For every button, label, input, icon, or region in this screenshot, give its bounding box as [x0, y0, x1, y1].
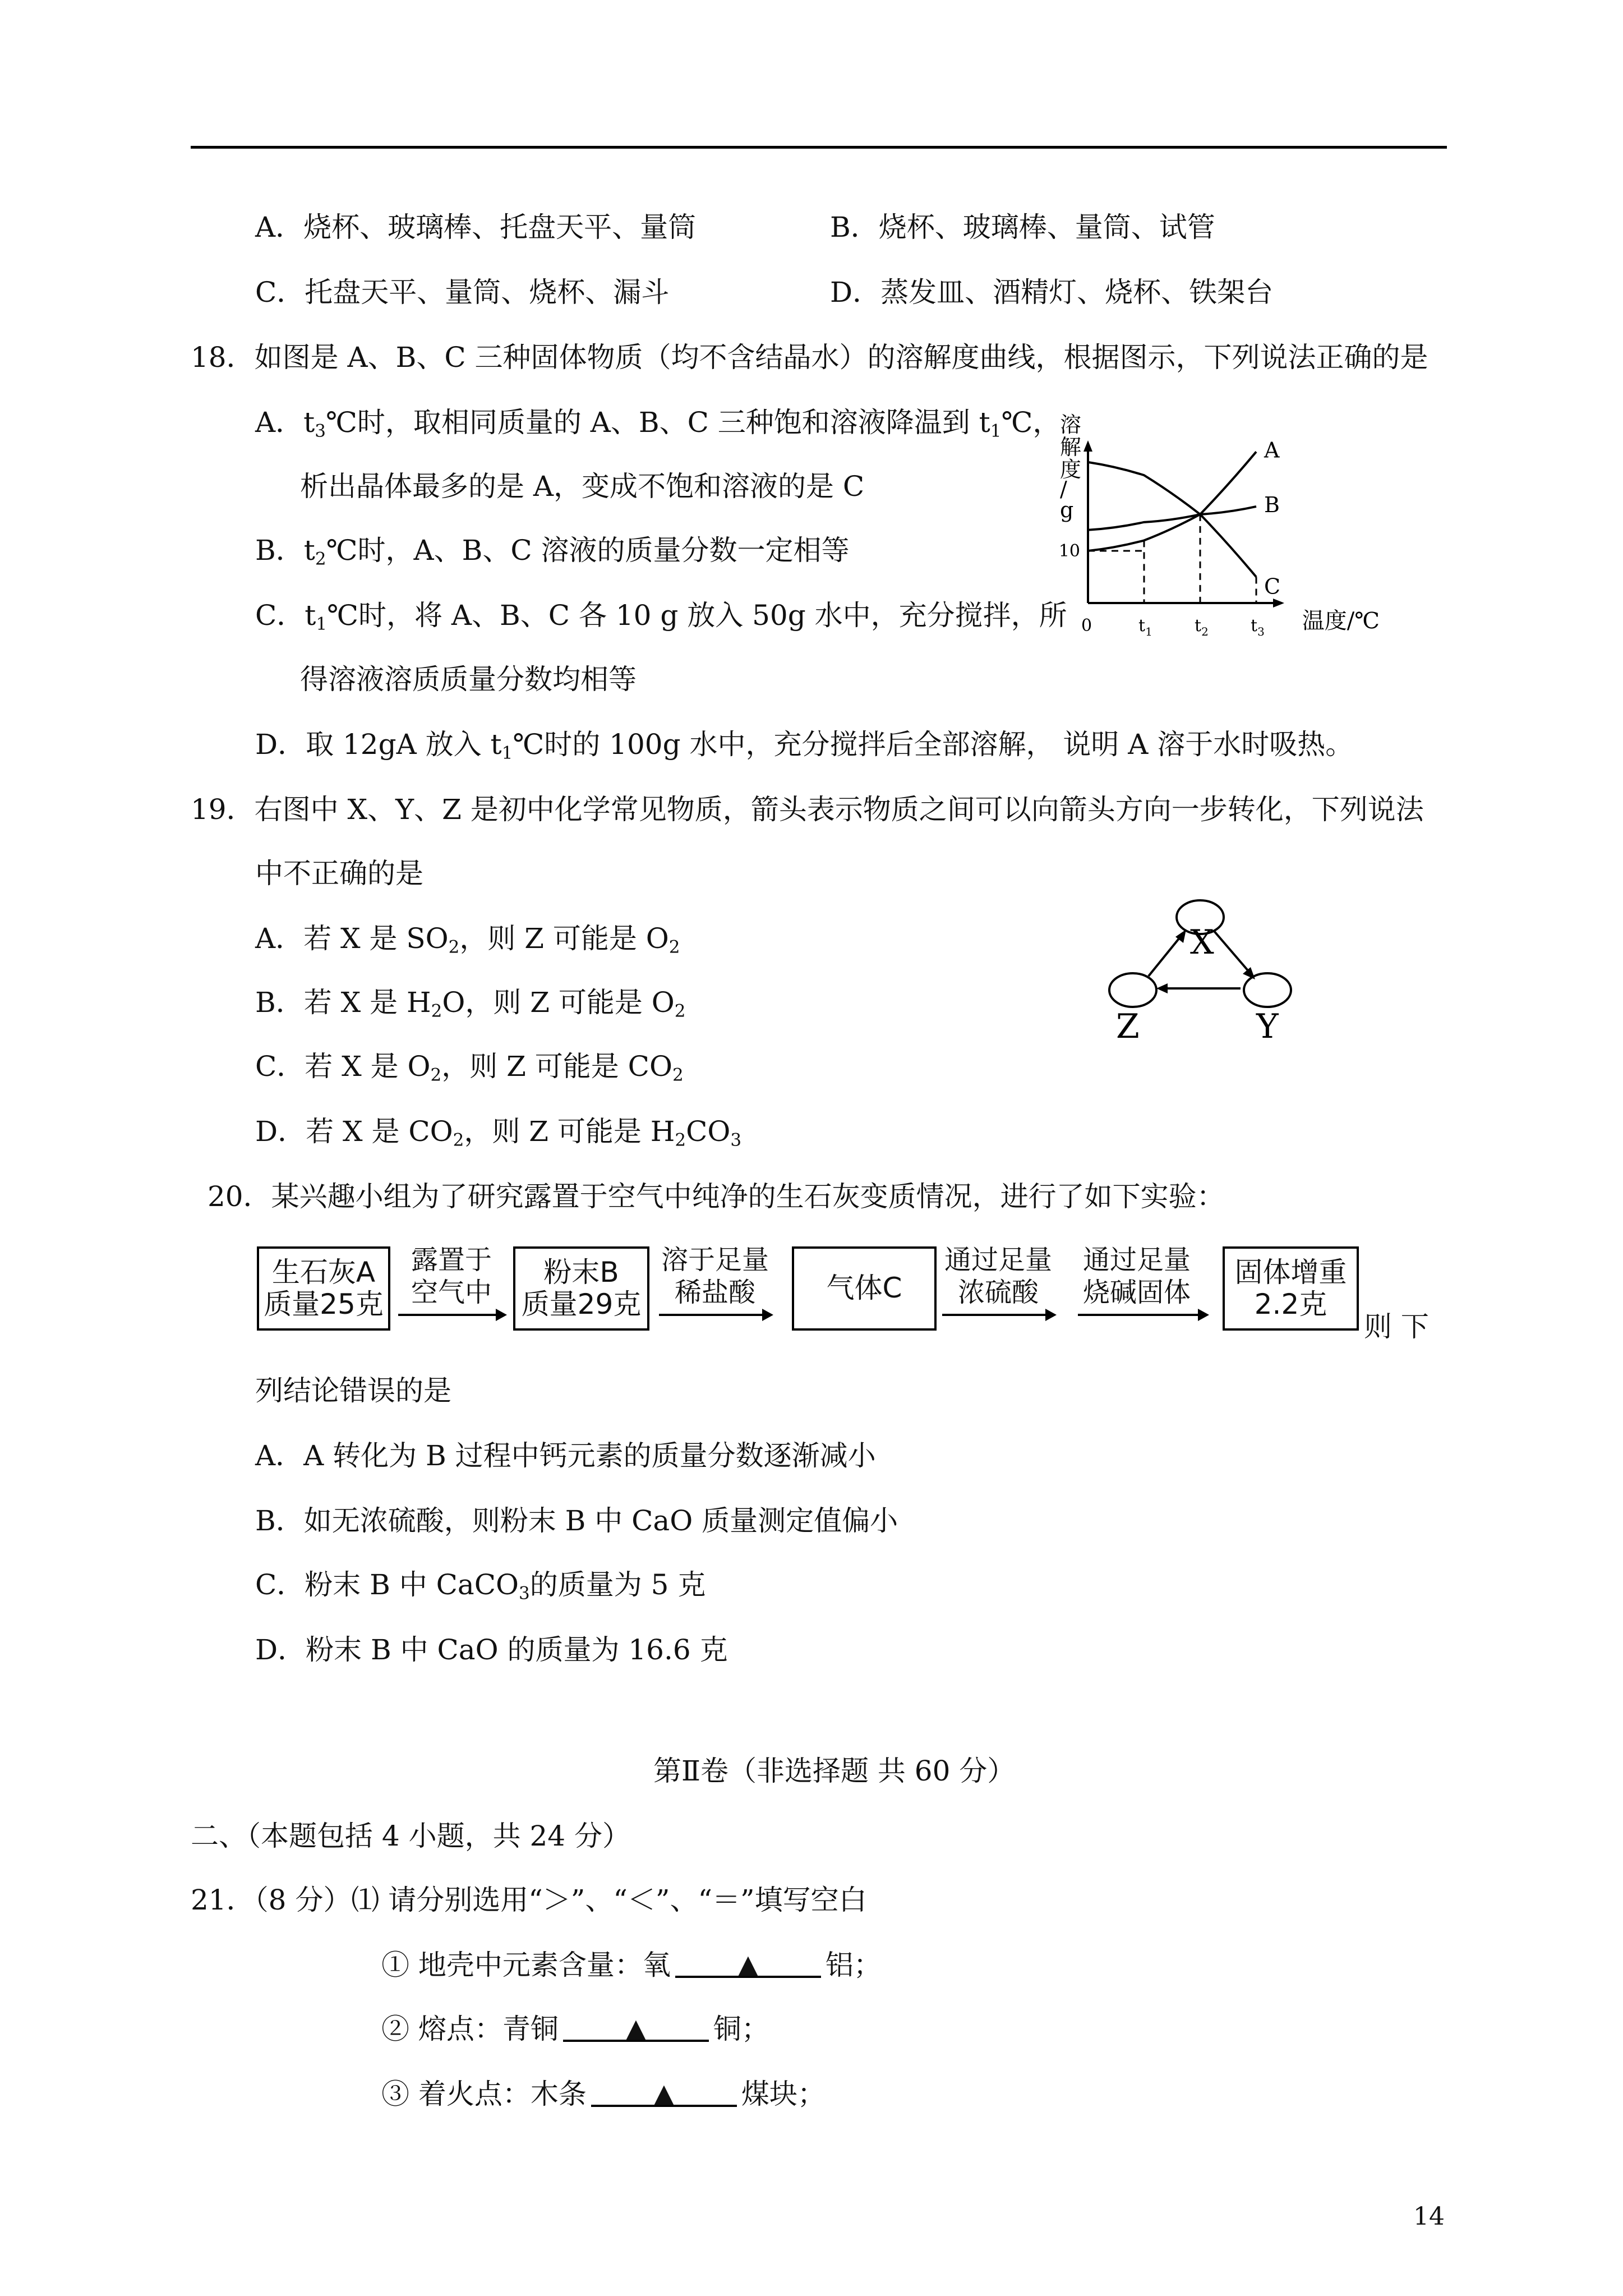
arrow-y-to-z-head-icon [1156, 983, 1168, 993]
flow-arrow2-label: 溶于足量 稀盐酸 [661, 1244, 769, 1308]
flow-box-quicklime: 生石灰A 质量25克 [257, 1246, 390, 1331]
series-curve-b [1088, 507, 1256, 530]
label-z: Z [1116, 1007, 1140, 1043]
q18-option-d: D．取 12gA 放入 $t_1℃$时的 100g 水中，充分搅拌后全部溶解， 说明 A 溶于水时吸热。 [255, 728, 1354, 763]
y-axis-label-2: 解 [1060, 435, 1082, 459]
q21-blank2[interactable] [563, 2013, 709, 2043]
xyz-cycle-diagram [1094, 892, 1318, 1043]
flow-arrow1-icon [398, 1314, 505, 1316]
flow-arrow3-label: 通过足量 浓硫酸 [944, 1244, 1052, 1308]
y-axis-label-4: / [1060, 477, 1067, 501]
flow-arrow4-label: 通过足量 烧碱固体 [1082, 1244, 1191, 1308]
q19-option-c: C．若 X 是 $O_2$，则 Z 可能是 $CO_2$ [255, 1050, 684, 1085]
flow-arrow3-icon [942, 1314, 1054, 1316]
flow-box-gas: 气体C [792, 1246, 937, 1331]
y-axis-label-3: 度 [1060, 457, 1082, 482]
q17-option-d: D．蒸发皿、酒精灯、烧杯、铁架台 [830, 276, 1274, 309]
arrow-z-to-x [1149, 935, 1182, 976]
chart-axes [1088, 446, 1279, 603]
q18-option-c-line1: C．$t_1℃$时，将 A、B、C 各 10 g 放入 50g 水中，充分搅拌，所 [255, 599, 1067, 634]
y-axis-arrow-icon [1083, 440, 1092, 452]
flow-arrow4-icon [1078, 1314, 1207, 1316]
q18-option-a-line1: A．$t_3℃$时，取相同质量的 A、B、C 三种饱和溶液降温到 $t_1℃$， [255, 406, 1061, 441]
q21-item1: ① 地壳中元素含量：氧 ▲ 铝； [381, 1949, 882, 1981]
x-tick-label: 0 [1081, 616, 1092, 636]
flow-arrow2-icon [659, 1314, 771, 1316]
node-z [1109, 973, 1156, 1007]
q20-option-a: A．A 转化为 B 过程中钙元素的质量分数逐渐减小 [255, 1439, 876, 1472]
q19-option-d: D．若 X 是 $CO_2$，则 Z 可能是 $H_2CO_3$ [255, 1115, 742, 1151]
q18-option-b: B．$t_2℃$时，A、B、C 溶液的质量分数一定相等 [255, 534, 850, 569]
arrow-x-to-y [1214, 931, 1252, 975]
triangle-icon: ▲ [738, 1949, 758, 1979]
x-tick-label: $t_1$ [1138, 616, 1152, 638]
x-axis-arrow-icon [1273, 599, 1284, 608]
series-label-a: A [1264, 438, 1280, 463]
q17-option-c: C．托盘天平、量筒、烧杯、漏斗 [255, 276, 670, 309]
q19-option-b: B．若 X 是 $H_2O$，则 Z 可能是 $O_2$ [255, 986, 686, 1022]
q19-stem-line1: 19．右图中 X、Y、Z 是初中化学常见物质，箭头表示物质之间可以向箭头方向一步转化，下列说法 [191, 793, 1424, 826]
q21-item3: ③ 着火点：木条 ▲ 煤块； [381, 2078, 826, 2110]
q20-stem-line2: 列结论错误的是 [255, 1374, 451, 1407]
label-x: X [1190, 923, 1214, 962]
q20-stem-tail: 则 下 [1364, 1310, 1429, 1343]
flow-arrow1-label: 露置于 空气中 [411, 1244, 492, 1308]
header-rule [191, 146, 1447, 149]
y-axis-label-5: g [1060, 498, 1074, 522]
q18-option-a-line2: 析出晶体最多的是 A，变成不饱和溶液的是 C [300, 470, 865, 503]
node-y [1244, 973, 1291, 1007]
flow-box-powder: 粉末B 质量29克 [513, 1246, 649, 1331]
q17-option-b: B．烧杯、玻璃棒、量筒、试管 [830, 211, 1215, 243]
y-axis-label-1: 溶 [1060, 412, 1082, 437]
triangle-icon: ▲ [626, 2013, 646, 2043]
q21-blank3[interactable] [591, 2078, 737, 2108]
x-tick-label: $t_3$ [1251, 616, 1265, 638]
q19-option-a: A．若 X 是 $SO_2$，则 Z 可能是 $O_2$ [255, 922, 680, 958]
q20-option-b: B．如无浓硫酸，则粉末 B 中 CaO 质量测定值偏小 [255, 1504, 898, 1537]
q20-option-c: C．粉末 B 中 CaCO$_3$的质量为 5 克 [255, 1568, 706, 1604]
q21-blank1[interactable] [675, 1949, 821, 1979]
q21-item2: ② 熔点：青铜 ▲ 铜； [381, 2013, 769, 2045]
q18-stem: 18．如图是 A、B、C 三种固体物质（均不含结晶水）的溶解度曲线，根据图示，下列说法正确的是 [191, 341, 1428, 374]
page-number: 14 [1413, 2202, 1445, 2231]
q17-option-a: A．烧杯、玻璃棒、托盘天平、量筒 [255, 211, 697, 243]
label-y: Y [1256, 1007, 1279, 1043]
q21-stem: 21．（8 分）⑴ 请分别选用“＞”、“＜”、“＝”填写空白 [191, 1884, 867, 1916]
x-tick-label: $t_2$ [1195, 616, 1209, 638]
x-axis-label: 温度/℃ [1302, 608, 1380, 634]
triangle-icon: ▲ [654, 2078, 674, 2108]
arrow-x-to-y-head-icon [1243, 967, 1255, 979]
section2-intro: 二、（本题包括 4 小题，共 24 分） [191, 1820, 631, 1852]
q18-option-c-line2: 得溶液溶质质量分数均相等 [300, 663, 637, 696]
q20-option-d: D．粉末 B 中 CaO 的质量为 16.6 克 [255, 1634, 728, 1666]
y-tick-label: 10 [1058, 541, 1080, 561]
section2-title: 第Ⅱ卷（非选择题 共 60 分） [653, 1755, 1016, 1787]
q19-stem-line2: 中不正确的是 [255, 857, 423, 890]
series-label-b: B [1264, 492, 1280, 517]
q20-stem: 20．某兴趣小组为了研究露置于空气中纯净的生石灰变质情况，进行了如下实验： [208, 1180, 1225, 1213]
flow-box-weight-gain: 固体增重 2.2克 [1223, 1246, 1359, 1331]
series-label-c: C [1264, 574, 1281, 599]
solubility-chart [1043, 393, 1391, 639]
